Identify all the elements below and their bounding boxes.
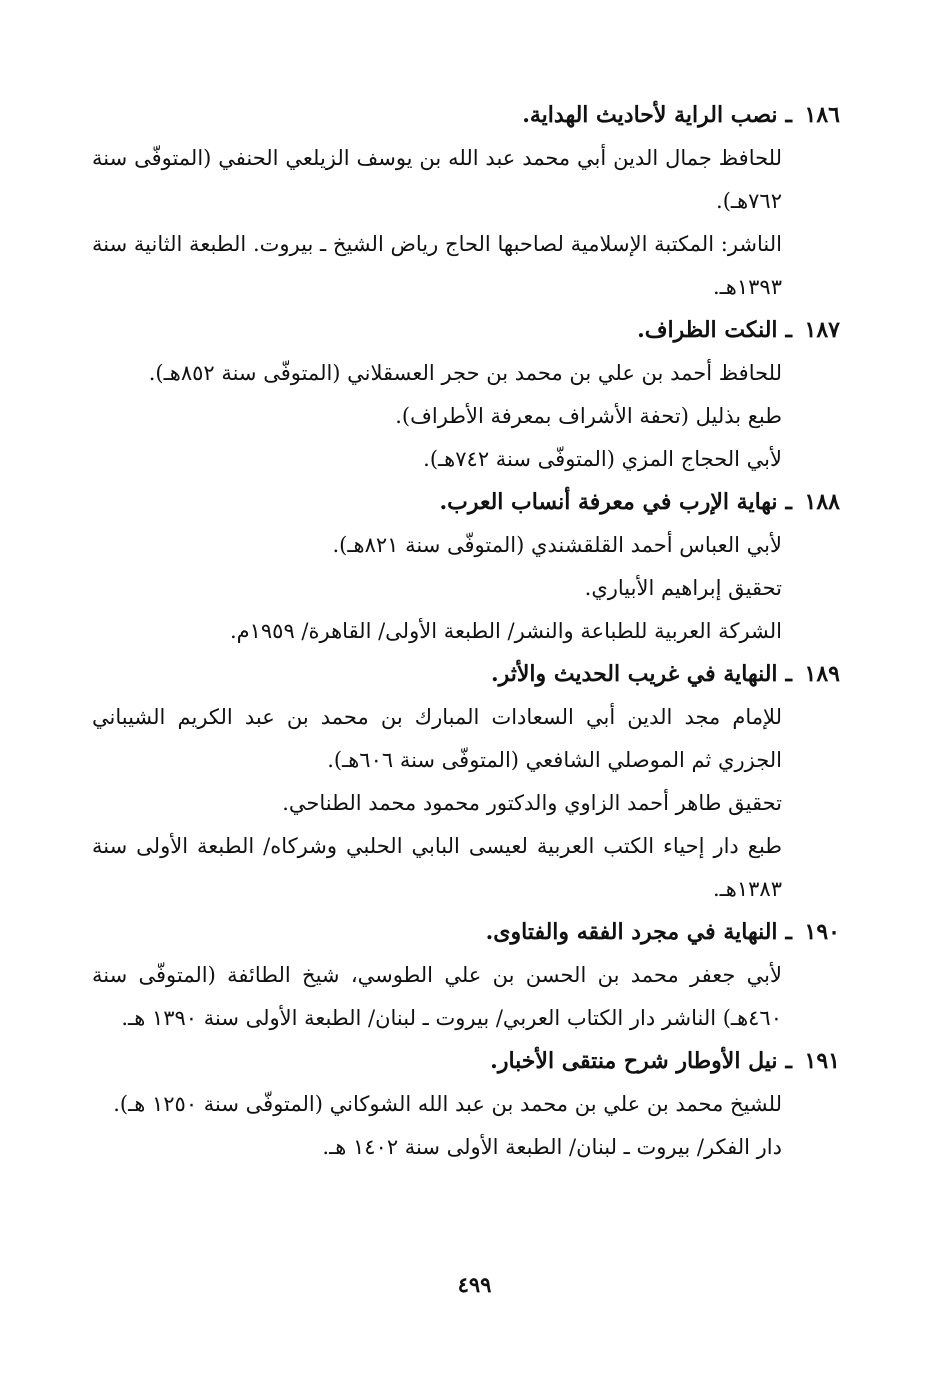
bibliography-page	[92, 94, 840, 1169]
entry-line: لأبي جعفر محمد بن الحسن بن علي الطوسي، شيخ الطائفة (المتوفّى سنة ٤٦٠هـ) الناشر دار الكتاب العربي/ بيروت ـ لبنان/ الطبعة الأولى سنة ١٣٩٠ هـ.	[92, 963, 782, 1030]
entry-heading	[92, 94, 840, 137]
entry-separator: ـ	[785, 661, 792, 687]
entry-number: ١٩٠	[804, 919, 840, 945]
entry-heading	[92, 481, 840, 524]
entry-line: لأبي الحجاج المزي (المتوفّى سنة ٧٤٢هـ).	[423, 447, 782, 471]
entry-line: للإمام مجد الدين أبي السعادات المبارك بن محمد بن عبد الكريم الشيباني الجزري ثم الموصلي الشافعي (المتوفّى سنة ٦٠٦هـ).	[92, 705, 782, 772]
entry-line: للحافظ أحمد بن علي بن محمد بن حجر العسقلاني (المتوفّى سنة ٨٥٢هـ).	[148, 361, 782, 385]
entry-title: نهاية الإرب في معرفة أنساب العرب.	[439, 489, 778, 515]
entry-number: ١٨٦	[804, 102, 840, 128]
entry-title: نصب الراية لأحاديث الهداية.	[522, 102, 778, 128]
entry-line: الناشر: المكتبة الإسلامية لصاحبها الحاج رياض الشيخ ـ بيروت. الطبعة الثانية سنة ١٣٩٣هـ.	[92, 232, 782, 299]
entry-body	[92, 1083, 782, 1169]
entry-body	[92, 352, 782, 481]
entry-body	[92, 954, 782, 1040]
entry-title: النهاية في غريب الحديث والأثر.	[490, 661, 778, 687]
entry-heading	[92, 1040, 840, 1083]
entry-title: النكت الظراف.	[637, 317, 778, 343]
entry-title: نيل الأوطار شرح منتقى الأخبار.	[490, 1048, 778, 1074]
page-number: ٤٩٩	[457, 1272, 492, 1297]
bibliography-entry	[92, 309, 840, 481]
entry-heading	[92, 911, 840, 954]
entry-body	[92, 696, 782, 911]
bibliography-entry	[92, 1040, 840, 1169]
entry-heading	[92, 309, 840, 352]
entry-title: النهاية في مجرد الفقه والفتاوى.	[485, 919, 778, 945]
entry-separator: ـ	[785, 317, 792, 343]
entry-number: ١٩١	[804, 1048, 840, 1074]
entry-number: ١٨٨	[804, 489, 840, 515]
entry-line: تحقيق إبراهيم الأبياري.	[584, 576, 782, 600]
entry-line: تحقيق طاهر أحمد الزاوي والدكتور محمود محمد الطناحي.	[282, 791, 782, 815]
entry-separator: ـ	[785, 102, 792, 128]
entry-heading	[92, 653, 840, 696]
entry-line: لأبي العباس أحمد القلقشندي (المتوفّى سنة ٨٢١هـ).	[332, 533, 782, 557]
entry-number: ١٨٩	[804, 661, 840, 687]
entry-body	[92, 524, 782, 653]
bibliography-entry	[92, 94, 840, 309]
entry-separator: ـ	[785, 489, 792, 515]
bibliography-entry	[92, 653, 840, 911]
entry-body	[92, 137, 782, 309]
bibliography-entry	[92, 481, 840, 653]
entry-line: طبع دار إحياء الكتب العربية لعيسى البابي الحلبي وشركاه/ الطبعة الأولى سنة ١٣٨٣هـ.	[92, 834, 782, 901]
entry-separator: ـ	[785, 919, 792, 945]
entry-line: دار الفكر/ بيروت ـ لبنان/ الطبعة الأولى سنة ١٤٠٢ هـ.	[322, 1135, 782, 1159]
entry-line: طبع بذليل (تحفة الأشراف بمعرفة الأطراف).	[395, 404, 782, 428]
entry-line: الشركة العربية للطباعة والنشر/ الطبعة الأولى/ القاهرة/ ١٩٥٩م.	[229, 619, 782, 643]
entry-line: للشيخ محمد بن علي بن محمد بن عبد الله الشوكاني (المتوفّى سنة ١٢٥٠ هـ).	[113, 1092, 782, 1116]
entry-line: للحافظ جمال الدين أبي محمد عبد الله بن يوسف الزيلعي الحنفي (المتوفّى سنة ٧٦٢هـ).	[92, 146, 782, 213]
entry-separator: ـ	[785, 1048, 792, 1074]
bibliography-entry	[92, 911, 840, 1040]
entry-number: ١٨٧	[804, 317, 840, 343]
